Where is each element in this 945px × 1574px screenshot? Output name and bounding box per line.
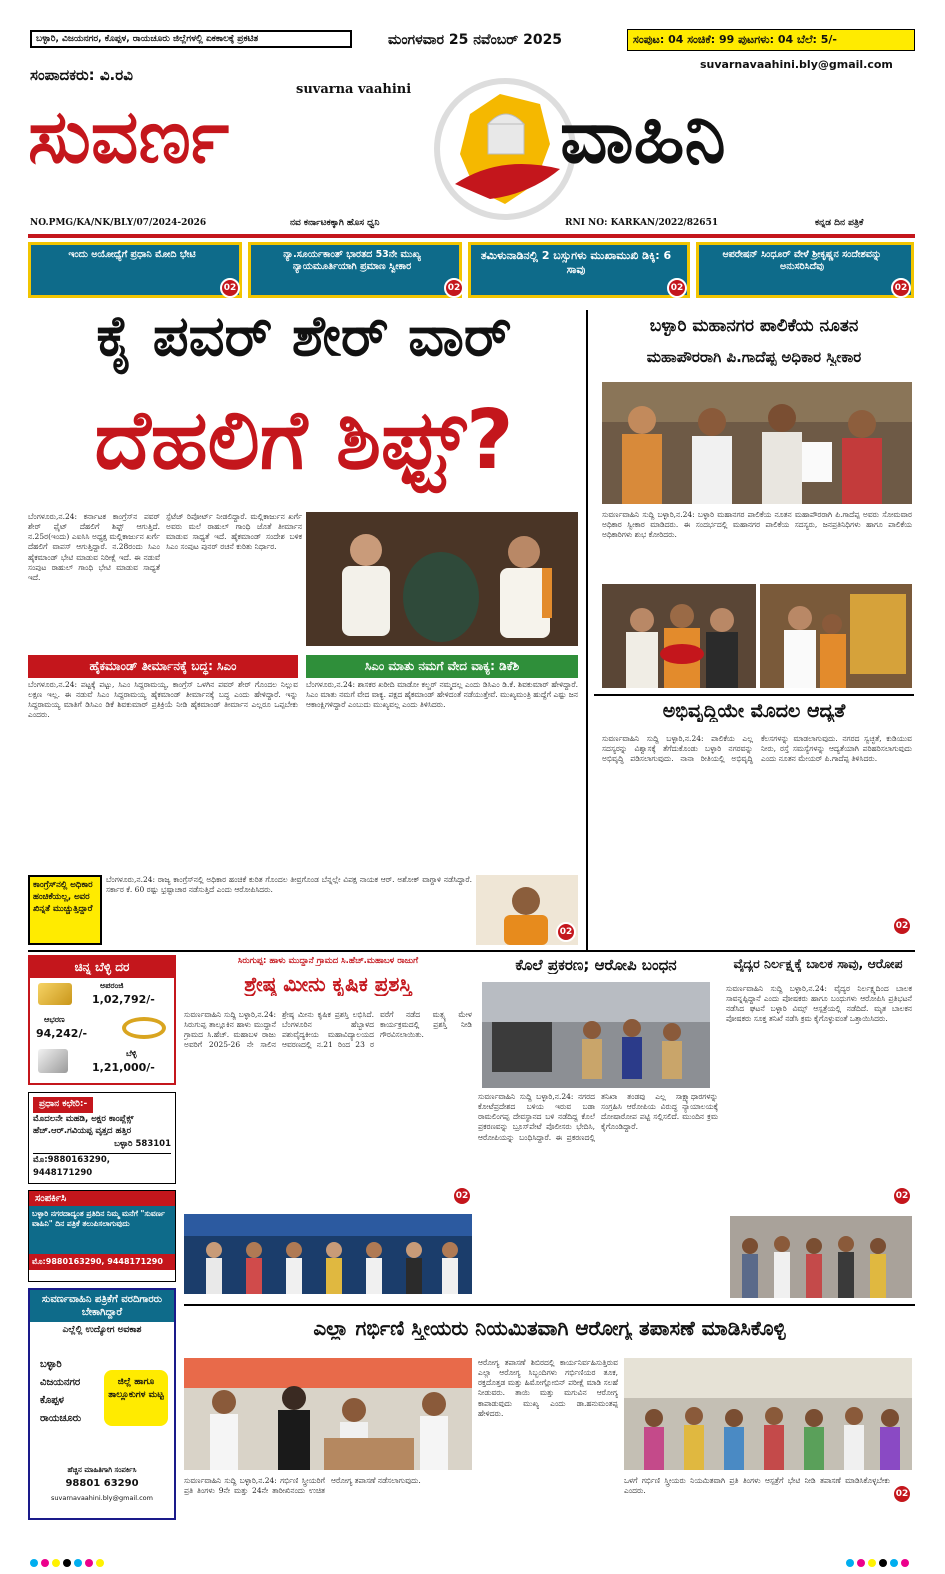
karnataka-emblem bbox=[430, 74, 580, 224]
right-divider bbox=[594, 694, 914, 696]
silver-label: ಬೆಳ್ಳಿ bbox=[126, 1049, 137, 1058]
jobs-district-list bbox=[40, 1356, 81, 1428]
jobs-subtitle: ಎಲ್ಲೆಲ್ಲಿ ಉದ್ಯೋಗ ಅವಕಾಶ bbox=[62, 1325, 142, 1335]
contact-box bbox=[28, 1190, 176, 1282]
print-registration-marks-right bbox=[846, 1552, 912, 1571]
doctor-photo bbox=[730, 1216, 912, 1298]
teaser-4[interactable] bbox=[696, 242, 914, 298]
teaser-4-page-badge: 02 bbox=[891, 278, 911, 298]
office-title: ಪ್ರಧಾನ ಕಛೇರಿ:- bbox=[33, 1097, 93, 1113]
fish-kicker: ಸಿರುಗುಪ್ಪ: ಹಾಳು ಮುದ್ದಾನೆ ಗ್ರಾಮದ ಸಿ.ಹೆಚ್.ಮಹಾಬಳ ರಾಜುಗೆ bbox=[237, 956, 419, 966]
column-divider bbox=[586, 310, 588, 950]
lead-photo-illustration bbox=[306, 512, 578, 646]
masthead-right: ವಾಹಿನಿ bbox=[560, 94, 726, 180]
teaser-2-page-badge: 02 bbox=[444, 278, 464, 298]
murder-headline: ಕೊಲೆ ಪ್ರಕರಣ; ಆರೋಪಿ ಬಂಧನ bbox=[515, 956, 677, 974]
health-page-badge: 02 bbox=[892, 1484, 912, 1504]
development-body: ಸುವರ್ಣವಾಹಿನಿ ಸುದ್ದಿ ಬಳ್ಳಾರಿ,ನ.24: ಪಾಲಿಕೆಯ ಎಲ್ಲ ಸದಸ್ಯರನ್ನು ವಿಶ್ವಾಸಕ್ಕೆ ತೆಗೆದುಕೊಂಡು ಬಳ್ಳಾರಿ ನಗರವನ್ನು ಅಭಿವೃದ್ಧಿ ಪಡಿಸಲಾಗುವುದು. ನಾನಾ ರೀತಿಯಲ್ಲಿ ಅಭಿವೃದ್ಧಿ ಕೆಲಸಗಳನ್ನು ಮಾಡಲಾಗುವುದು. ನಗರದ ಸ್ವಚ್ಛತೆ, ಕುಡಿಯುವ ನೀರು, ರಸ್ತೆ ಸಮಸ್ಯೆಗಳನ್ನು ಆದ್ಯತೆಯಾಗಿ ಪರಿಹರಿಸಲಾಗುವುದು ಎಂದು ನೂತನ ಮೇಯರ್ ಪಿ.ಗಾದೆಪ್ಪ ತಿಳಿಸಿದರು. bbox=[602, 734, 912, 764]
jobs-contact-label: ಹೆಚ್ಚಿನ ಮಾಹಿತಿಗಾಗಿ ಸಂಪರ್ಕಿಸಿ bbox=[67, 1466, 137, 1474]
doctor-photo-illustration bbox=[730, 1216, 912, 1298]
masthead-rule bbox=[28, 234, 915, 238]
teaser-3[interactable] bbox=[468, 242, 690, 298]
gold-label: ಅಪರಂಜಿ bbox=[100, 981, 124, 990]
brand-latin: suvarna vaahini bbox=[296, 82, 412, 97]
health-body-3: ಒಳಗೆ ಗರ್ಭಿಣಿ ಸ್ತ್ರೀಯರು ನಿಯಮಿತವಾಗಿ ಪ್ರತಿ ತಿಂಗಳು ಆಸ್ಪತ್ರೆಗೆ ಭೇಟಿ ನೀಡಿ ತಪಾಸಣೆ ಮಾಡಿಸಿಕೊಳ್ಳಬೇಕು ಎಂದರು. bbox=[624, 1476, 890, 1496]
lead-photo bbox=[306, 512, 578, 646]
mayor-photo-3 bbox=[760, 584, 912, 688]
health-photo-1 bbox=[184, 1358, 472, 1470]
office-box bbox=[28, 1092, 176, 1184]
teaser-2[interactable] bbox=[248, 242, 462, 298]
jobs-title: ಸುವರ್ಣವಾಹಿನಿ ಪತ್ರಿಕೆಗೆ ವರದಿಗಾರರು ಬೇಕಾಗಿದ್ದಾರೆ bbox=[30, 1290, 174, 1322]
teaser-2-text: ನ್ಯಾ.ಸೂರ್ಯಕಾಂತ್ ಭಾರತದ 53ನೇ ಮುಖ್ಯ ನ್ಯಾಯಮೂರ್ತಿಯಾಗಿ ಪ್ರಮಾಣ ಸ್ವೀಕಾರ bbox=[283, 249, 421, 272]
mid-page-rule bbox=[28, 950, 915, 952]
murder-photo-illustration bbox=[482, 982, 710, 1088]
congress-label: ಕಾಂಗ್ರೆಸ್‌ನಲ್ಲಿ ಅಧಿಕಾರ ಹಂಚಿಕೆಯಲ್ಲ, ಅವರ ಖಿನ್ನತೆ ಮುಚ್ಚುತ್ತಿದ್ದಾರೆ bbox=[28, 875, 102, 945]
jobs-district: ರಾಯಚೂರು bbox=[40, 1413, 82, 1424]
office-line-2: ಹೆಚ್.ಆರ್.ಗವಿಯಪ್ಪ ವೃತ್ತದ ಹತ್ತಿರ bbox=[33, 1126, 132, 1137]
jobs-box bbox=[28, 1288, 176, 1520]
teaser-1-text: ಇಂದು ಅಯೋಧ್ಯೆಗೆ ಪ್ರಧಾನಿ ಮೋದಿ ಭೇಟಿ bbox=[68, 249, 196, 260]
masthead-left: ಸುವರ್ಣ bbox=[28, 94, 230, 180]
sub-headline-dkshi: ಸಿಎಂ ಮಾತು ನಮಗೆ ವೇದ ವಾಕ್ಯ: ಡಿಕೆಶಿ bbox=[306, 655, 578, 678]
mayor-body: ಸುವರ್ಣವಾಹಿನಿ ಸುದ್ದಿ ಬಳ್ಳಾರಿ,ನ.24: ಬಳ್ಳಾರಿ ಮಹಾನಗರ ಪಾಲಿಕೆಯ ನೂತನ ಮಹಾಪೌರರಾಗಿ ಪಿ.ಗಾದೆಪ್ಪ ಅವರು ಸೋಮವಾರ ಅಧಿಕಾರ ಸ್ವೀಕಾರ ಮಾಡಿದರು. ಈ ಸಂದರ್ಭದಲ್ಲಿ ಮಹಾನಗರ ಪಾಲಿಕೆಯ ಸದಸ್ಯರು, ಜನಪ್ರತಿನಿಧಿಗಳು ಹಾಗೂ ಪಾಲಿಕೆಯ ಅಧಿಕಾರಿಗಳು ಶುಭ ಕೋರಿದರು. bbox=[602, 510, 912, 540]
bottom-rule bbox=[184, 1304, 915, 1306]
office-line-1: ಮೊದಲನೇ ಮಹಡಿ, ಅಕ್ಷರ ಕಾಂಪ್ಲೆಕ್ಸ್ bbox=[33, 1113, 134, 1124]
silver-bar-icon bbox=[38, 1049, 68, 1073]
mayor-photo-2 bbox=[602, 584, 756, 688]
mayor-headline-1: ಬಳ್ಳಾರಿ ಮಹಾನಗರ ಪಾಲಿಕೆಯ ನೂತನ bbox=[649, 316, 859, 336]
lead-headline-2: ದೆಹಲಿಗೆ ಶಿಫ್ಟ್? bbox=[94, 393, 514, 488]
jewel-value: 94,242/- bbox=[36, 1027, 88, 1040]
gold-bar-icon bbox=[38, 983, 72, 1005]
paper-type: ಕನ್ನಡ ದಿನ ಪತ್ರಿಕೆ bbox=[815, 218, 864, 228]
jobs-contact-email[interactable]: suvarnavaahini.bly@gmail.com bbox=[50, 1494, 153, 1502]
price-box-title: ಚಿನ್ನ ಬೆಳ್ಳಿ ದರ bbox=[30, 957, 174, 978]
header-email[interactable]: suvarnavaahini.bly@gmail.com bbox=[700, 58, 893, 71]
fish-body: ಸುವರ್ಣವಾಹಿನಿ ಸುದ್ದಿ ಬಳ್ಳಾರಿ,ನ.24: ಸಿರುಗುಪ್ಪ ತಾಲ್ಲೂಕಿನ ಹಾಳು ಮುದ್ದಾನೆ ಗ್ರಾಮದ ಸಿ.ಹೆಚ್. ಮಹಾಬಳ ರಾಜು ಅವರಿಗೆ 2025-26 ನೇ ಸಾಲಿನ ಶ್ರೇಷ್ಠ ಮೀನು ಕೃಷಿಕ ಪ್ರಶಸ್ತಿ ಲಭಿಸಿದೆ. ಬೆಂಗಳೂರಿನ ಹೆಬ್ಬಾಳದ ಪಶುವೈದ್ಯಕೀಯ ಮಹಾವಿದ್ಯಾಲಯದ ಆವರಣದಲ್ಲಿ ನ.21 ರಿಂದ 23 ರ ವರೆಗೆ ನಡೆದ ಮತ್ಸ್ಯ ಮೇಳ ಕಾರ್ಯಕ್ರಮದಲ್ಲಿ ಪ್ರಶಸ್ತಿ ನೀಡಿ ಗೌರವಿಸಲಾಯಿತು. bbox=[184, 1010, 472, 1050]
jewel-label: ಆಭರಣ bbox=[44, 1015, 65, 1024]
doctor-page-badge: 02 bbox=[892, 1186, 912, 1206]
fish-page-badge: 02 bbox=[452, 1186, 472, 1206]
teaser-1-page-badge: 02 bbox=[220, 278, 240, 298]
rni-number: RNI NO: KARKAN/2022/82651 bbox=[565, 218, 719, 228]
development-page-badge: 02 bbox=[892, 916, 912, 936]
health-headline: ಎಲ್ಲಾ ಗರ್ಭಿಣಿ ಸ್ತ್ರೀಯರು ನಿಯಮಿತವಾಗಿ ಆರೋಗ್ಯ ತಪಾಸಣೆ ಮಾಡಿಸಿಕೊಳ್ಳಿ bbox=[313, 1316, 786, 1340]
print-registration-marks-left bbox=[30, 1552, 107, 1571]
mayor-headline-2: ಮಹಾಪೌರರಾಗಿ ಪಿ.ಗಾದೆಪ್ಪ ಅಧಿಕಾರ ಸ್ವೀಕಾರ bbox=[646, 348, 862, 366]
teaser-1[interactable] bbox=[28, 242, 242, 298]
sub-headline-cm: ಹೈಕಮಾಂಡ್ ತೀರ್ಮಾನಕ್ಕೆ ಬದ್ಧ: ಸಿಎಂ bbox=[28, 655, 298, 678]
fish-headline: ಶ್ರೇಷ್ಠ ಮೀನು ಕೃಷಿಕ ಪ್ರಶಸ್ತಿ bbox=[244, 972, 412, 996]
murder-photo bbox=[482, 982, 710, 1088]
emblem-icon bbox=[430, 74, 580, 224]
lead-body-left: ಬೆಂಗಳೂರು,ನ.24: ಕರ್ನಾಟಕ ಕಾಂಗ್ರೆಸ್‌ನ ಪವರ್ ಶೇರ್ ಫೈಟ್ ದೆಹಲಿಗೆ ಶಿಫ್ಟ್ ಆಗುತ್ತಿದೆ. ನ.25ರ(ಇಂದು) ಎಐಸಿಸಿ ಅಧ್ಯಕ್ಷ ಮಲ್ಲಿಕಾರ್ಜುನ ಖರ್ಗೆ ದೆಹಲಿಗೆ ವಾಪಸ್ ಆಗುತ್ತಿದ್ದಾರೆ. ನ.28ರಂದು ಸಿಎಂ ಹೈಕಮಾಂಡ್ ಭೇಟಿ ಮಾಡುವ ನಿರೀಕ್ಷೆ ಇದೆ. ಈ ನಡುವೆ ಸಂಪುಟ ರಾಹುಲ್ ಗಾಂಧಿ ಭೇಟಿ ಮಾಡುವ ಸಾಧ್ಯತೆ ಇದೆ. bbox=[28, 512, 160, 582]
contact-phone[interactable]: ಮೊ:9880163290, 9448171290 bbox=[29, 1254, 175, 1270]
lead-headline-1: ಕೈ ಪವರ್ ಶೇರ್ ವಾರ್ bbox=[96, 306, 512, 369]
congress-page-badge: 02 bbox=[556, 922, 576, 942]
doctor-body: ಸುವರ್ಣವಾಹಿನಿ ಸುದ್ದಿ ಬಳ್ಳಾರಿ,ನ.24: ವೈದ್ಯರ ನಿರ್ಲಕ್ಷ್ಯದಿಂದ ಬಾಲಕ ಸಾವನ್ನಪ್ಪಿದ್ದಾನೆ ಎಂದು ಪೋಷಕರು ಹಾಗೂ ಬಂಧುಗಳು ಆರೋಪಿಸಿ ಪ್ರತಿಭಟನೆ ನಡೆಸಿದ ಘಟನೆ ಬಳ್ಳಾರಿ ವಿಮ್ಸ್ ಆಸ್ಪತ್ರೆಯಲ್ಲಿ ನಡೆದಿದೆ. ಮೃತ ಬಾಲಕನ ಪೋಷಕರು ಸೂಕ್ತ ತನಿಖೆ ನಡೆಸಿ ಕ್ರಮ ಕೈಗೊಳ್ಳುವಂತೆ ಒತ್ತಾಯಿಸಿದರು. bbox=[726, 984, 912, 1024]
edition-note: ಬಳ್ಳಾರಿ, ವಿಜಯನಗರ, ಕೊಪ್ಪಳ, ರಾಯಚೂರು ಜಿಲ್ಲೆಗಳಲ್ಲಿ ಏಕಕಾಲಕ್ಕೆ ಪ್ರಕಟಿತ bbox=[30, 30, 352, 48]
health-photo-2 bbox=[624, 1358, 912, 1470]
jobs-district: ಬಳ್ಳಾರಿ bbox=[40, 1359, 62, 1370]
murder-body: ಸುವರ್ಣವಾಹಿನಿ ಸುದ್ದಿ ಬಳ್ಳಾರಿ,ನ.24: ನಗರದ ಕೋಟೆಪ್ರದೇಶದ ಬಳಿಯ ಇರುವ ಬಡಾ ರಾಮಲಿಂಗಪ್ಪ ದೇವಸ್ಥಾನದ ಬಳಿ ನಡೆದಿದ್ದ ಕೊಲೆ ಪ್ರಕರಣವನ್ನು ಬ್ರೂಸ್‌ಪೇಟೆ ಪೊಲೀಸರು ಭೇದಿಸಿ, ಆರೋಪಿಯನ್ನು ಬಂಧಿಸಿದ್ದಾರೆ. ಈ ಪ್ರಕರಣದಲ್ಲಿ ತನಿಖಾ ತಂಡವು ಎಲ್ಲ ಸಾಕ್ಷ್ಯಾಧಾರಗಳನ್ನು ಸಂಗ್ರಹಿಸಿ ಆರೋಪಿಯ ವಿರುದ್ಧ ನ್ಯಾಯಾಲಯಕ್ಕೆ ದೋಷಾರೋಪ ಪಟ್ಟಿ ಸಲ್ಲಿಸಲಿದೆ. ಮುಂದಿನ ಕ್ರಮ ಕೈಗೊಂಡಿದ್ದಾರೆ. bbox=[478, 1092, 718, 1142]
issue-date: ಮಂಗಳವಾರ 25 ನವೆಂಬರ್ 2025 bbox=[388, 32, 563, 48]
teaser-4-text: ಆಪರೇಷನ್ ಸಿಂಧೂರ್ ವೇಳೆ ಶ್ರೀಕೃಷ್ಣನ ಸಂದೇಶವನ್ನು ಅನುಸರಿಸಿದೆವು bbox=[722, 249, 882, 272]
health-body-2: ಆರೋಗ್ಯ ತಪಾಸಣೆ ಶಿಬಿರದಲ್ಲಿ ಕಾರ್ಯನಿರ್ವಹಿಸುತ್ತಿರುವ ಎಲ್ಲಾ ಆರೋಗ್ಯ ಸಿಬ್ಬಂದಿಗಳು ಗರ್ಭಿಣಿಯರ ತೂಕ, ರಕ್ತದೊತ್ತಡ ಮತ್ತು ಹಿಮೋಗ್ಲೋಬಿನ್ ಪರೀಕ್ಷೆ ಮಾಡಿ ಸಲಹೆ ನೀಡುವರು. ತಾಯಿ ಮತ್ತು ಮಗುವಿನ ಆರೋಗ್ಯ ಕಾಪಾಡುವುದು ಮುಖ್ಯ ಎಂದು ಡಾ.ಹನುಮಂತಪ್ಪ ಹೇಳಿದರು. bbox=[478, 1358, 618, 1418]
teaser-3-page-badge: 02 bbox=[667, 278, 687, 298]
doctor-headline: ವೈದ್ಯರ ನಿರ್ಲಕ್ಷ್ಯಕ್ಕೆ ಬಾಲಕ ಸಾವು, ಆರೋಪ bbox=[733, 956, 903, 971]
postal-reg-number: NO.PMG/KA/NK/BLY/07/2024-2026 bbox=[30, 218, 207, 228]
fish-award-photo bbox=[184, 1214, 472, 1294]
silver-value: 1,21,000/- bbox=[92, 1061, 155, 1074]
health-photo-1-illustration bbox=[184, 1358, 472, 1470]
contact-title: ಸಂಪರ್ಕಿಸಿ bbox=[29, 1191, 175, 1206]
congress-body: ಬೆಂಗಳೂರು,ನ.24: ರಾಜ್ಯ ಕಾಂಗ್ರೆಸ್‌ನಲ್ಲಿ ಅಧಿಕಾರ ಹಂಚಿಕೆ ಕುರಿತ ಗೊಂದಲ ತೀವ್ರಗೊಂಡ ಬೆನ್ನಲ್ಲೇ ವಿಪಕ್ಷ ನಾಯಕ ಆರ್. ಅಶೋಕ್ ವಾಗ್ದಾಳಿ ನಡೆಸಿದ್ದಾರೆ. ಸರ್ಕಾರ ಕೆ. 60 ರಷ್ಟು ಭ್ರಷ್ಟಾಚಾರ ನಡೆಸುತ್ತಿದೆ ಎಂದು ಆರೋಪಿಸಿದರು. bbox=[106, 875, 472, 895]
mayor-photo-2-illustration bbox=[602, 584, 756, 688]
mayor-photo-main bbox=[602, 382, 912, 504]
fish-award-photo-illustration bbox=[184, 1214, 472, 1294]
office-phone[interactable]: ಮೊ:9880163290, 9448171290 bbox=[33, 1153, 171, 1180]
jobs-note: ಜಿಲ್ಲೆ ಹಾಗೂ ತಾಲ್ಲೂಕುಗಳ ಮಟ್ಟ bbox=[104, 1370, 168, 1426]
mayor-photo-3-illustration bbox=[760, 584, 912, 688]
price-box bbox=[28, 955, 176, 1085]
lead-headline-2-wrap bbox=[28, 390, 580, 508]
health-photo-2-illustration bbox=[624, 1358, 912, 1470]
jobs-district: ವಿಜಯನಗರ bbox=[40, 1377, 81, 1388]
contact-body: ಬಳ್ಳಾರಿ ನಗರದಾದ್ಯಂತ ಪ್ರತಿದಿನ ನಿಮ್ಮ ಮನೆಗೆ "ಸುವರ್ಣ ವಾಹಿನಿ" ದಿನ ಪತ್ರಿಕೆ ತಲುಪಿಸಲಾಗುವುದು bbox=[29, 1206, 175, 1254]
issue-info: ಸಂಪುಟ: 04 ಸಂಚಿಕೆ: 99 ಪುಟಗಳು: 04 ಬೆಲೆ: 5/- bbox=[627, 29, 915, 51]
sub-dkshi-body: ಬೆಂಗಳೂರು,ನ.24: ಶಾಸಕರ ಖರೀದಿ ಮಾಡೋ ಕಲ್ಚರ್ ನಮ್ಮದಲ್ಲ ಎಂದು ಡಿಸಿಎಂ ಡಿ.ಕೆ. ಶಿವಕುಮಾರ್ ಹೇಳಿದ್ದಾರೆ. ಸಿಎಂ ಮಾತು ನಮಗೆ ವೇದ ವಾಕ್ಯ. ಪಕ್ಷದ ಹೈಕಮಾಂಡ್ ಹೇಳಿದಂತೆ ನಡೆಯುತ್ತೇವೆ. ಮುಖ್ಯಮಂತ್ರಿ ಹುದ್ದೆಗೆ ಎಷ್ಟು ಜನ ಆಕಾಂಕ್ಷಿಗಳಿದ್ದಾರೆ ಎಂಬುದು ಮುಖ್ಯವಲ್ಲ ಎಂದು ತಿಳಿಸಿದರು. bbox=[306, 680, 578, 710]
editor-credit: ಸಂಪಾದಕರು: ವಿ.ರವಿ bbox=[30, 66, 133, 84]
tagline: ನವ ಕರ್ನಾಟಕಕ್ಕಾಗಿ ಹೊಸ ಧ್ವನಿ bbox=[290, 218, 380, 228]
gold-value: 1,02,792/- bbox=[92, 993, 155, 1006]
jobs-district: ಕೊಪ್ಪಳ bbox=[40, 1395, 64, 1406]
lead-body-mid: ಸ್ಪೆಟೆಜ್ ರಿಪೋರ್ಟ್ ನೀಡಲಿದ್ದಾರೆ. ಮಲ್ಲಿಕಾರ್ಜುನ ಖರ್ಗೆ ಅವರು ಮಲೆ ರಾಹುಲ್ ಗಾಂಧಿ ಜೊತೆ ತೀರ್ಮಾನ ಮಾಡುವ ಸಾಧ್ಯತೆ ಇದೆ. ಹೈಕಮಾಂಡ್ ಸಂದೇಶ ಬಳಿಕ ಸಿಎಂ ಸಂಪುಟ ಪುನರ್ ರಚನೆ ಕುರಿತು ನಿರ್ಧಾರ. bbox=[166, 512, 302, 552]
teaser-3-text: ತಮಿಳುನಾಡಿನಲ್ಲಿ 2 ಬಸ್ಸುಗಳು ಮುಖಾಮುಖಿ ಡಿಕ್ಕಿ: 6 ಸಾವು bbox=[480, 249, 672, 276]
health-body-1: ಸುವರ್ಣವಾಹಿನಿ ಸುದ್ದಿ ಬಳ್ಳಾರಿ,ನ.24: ಗರ್ಭಿಣಿ ಸ್ತ್ರೀಯರಿಗೆ ಪ್ರತಿ ತಿಂಗಳು 9ನೇ ಮತ್ತು 24ನೇ ತಾರೀಖಿನಂದು ಉಚಿತ ಆರೋಗ್ಯ ತಪಾಸಣೆ ನಡೆಸಲಾಗುವುದು. bbox=[184, 1476, 421, 1496]
bangle-icon bbox=[122, 1017, 166, 1039]
sub-cm-body: ಬೆಂಗಳೂರು,ನ.24: ಪಟ್ಟಕ್ಕೆ ಪಟ್ಟು, ಸಿಎಂ ಸಿದ್ದರಾಮಯ್ಯ, ಕಾಂಗ್ರೆಸ್ ಒಳಗಿನ ಪವರ್ ಶೇರ್ ಗೊಂದಲ ನಿಲ್ಲುವ ಲಕ್ಷಣ ಇಲ್ಲ. ಈ ನಡುವೆ ಸಿಎಂ ಸಿದ್ದರಾಮಯ್ಯ ಹೈಕಮಾಂಡ್ ತೀರ್ಮಾನಕ್ಕೆ ಬದ್ಧ ಎಂದು ಹೇಳಿದ್ದಾರೆ. ಇನ್ನು ಸಿದ್ದರಾಮಯ್ಯ ಮಾತಿಗೆ ಡಿಸಿಎಂ ಡಿಕೆ ಶಿವಕುಮಾರ್ ಪ್ರತಿಕ್ರಿಯೆ ನೀಡಿ ಹೈಕಮಾಂಡ್ ತೀರ್ಮಾನ ಎಲ್ಲರೂ ಒಪ್ಪಬೇಕು ಎಂದರು. bbox=[28, 680, 298, 720]
jobs-contact-phone[interactable]: 98801 63290 bbox=[65, 1478, 139, 1489]
mayor-photo-illustration bbox=[602, 382, 912, 504]
development-headline: ಅಭಿವೃದ್ಧಿಯೇ ಮೊದಲ ಆದ್ಯತೆ bbox=[662, 700, 846, 722]
office-line-3: ಬಳ್ಳಾರಿ 583101 bbox=[114, 1139, 171, 1149]
